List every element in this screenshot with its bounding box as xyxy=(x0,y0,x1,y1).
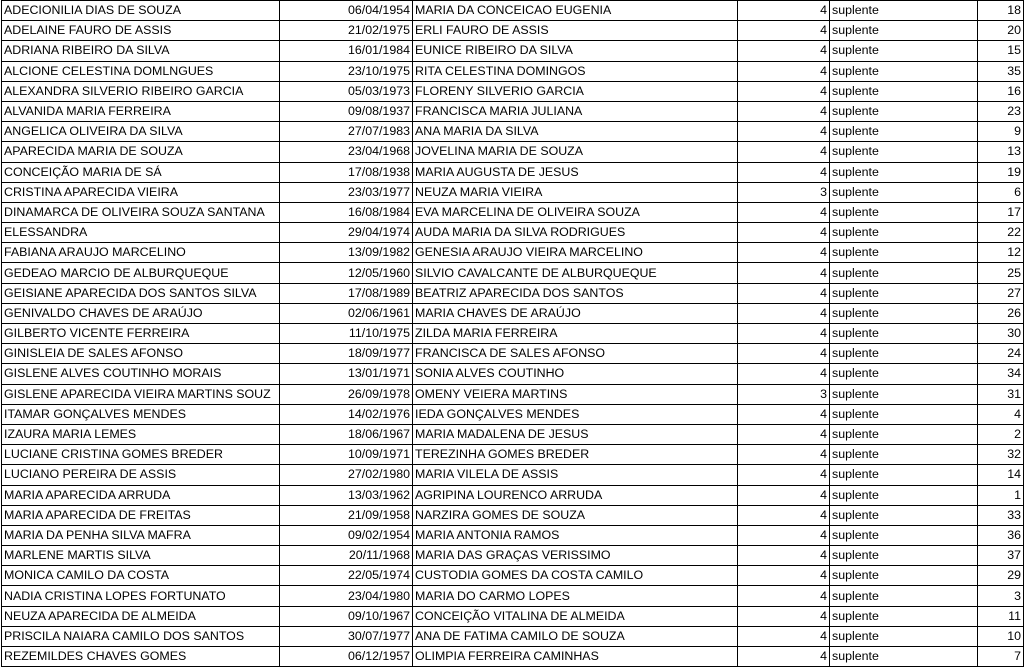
rank-cell: 27 xyxy=(978,283,1024,303)
table-row xyxy=(2,525,1024,545)
rank-cell: 25 xyxy=(978,263,1024,283)
status-cell: suplente xyxy=(830,384,978,404)
table-row xyxy=(2,202,1024,222)
count-cell: 4 xyxy=(738,586,830,606)
status-cell: suplente xyxy=(830,424,978,444)
name-cell: ADECIONILIA DIAS DE SOUZA xyxy=(2,1,280,21)
table-row xyxy=(2,505,1024,525)
status-cell: suplente xyxy=(830,61,978,81)
birth-date-cell: 09/08/1937 xyxy=(280,101,413,121)
mother-name-cell: MARIA DO CARMO LOPES xyxy=(413,586,738,606)
name-cell: ALVANIDA MARIA FERREIRA xyxy=(2,101,280,121)
mother-name-cell: ANA DE FATIMA CAMILO DE SOUZA xyxy=(413,626,738,646)
count-cell: 4 xyxy=(738,424,830,444)
birth-date-cell: 29/04/1974 xyxy=(280,223,413,243)
count-cell: 4 xyxy=(738,626,830,646)
count-cell: 4 xyxy=(738,324,830,344)
table-row xyxy=(2,283,1024,303)
count-cell: 4 xyxy=(738,485,830,505)
count-cell: 4 xyxy=(738,546,830,566)
name-cell: ALEXANDRA SILVERIO RIBEIRO GARCIA xyxy=(2,81,280,101)
name-cell: MARIA DA PENHA SILVA MAFRA xyxy=(2,525,280,545)
count-cell: 4 xyxy=(738,606,830,626)
rank-cell: 16 xyxy=(978,81,1024,101)
status-cell: suplente xyxy=(830,546,978,566)
count-cell: 4 xyxy=(738,142,830,162)
mother-name-cell: MARIA DA CONCEICAO EUGENIA xyxy=(413,1,738,21)
status-cell: suplente xyxy=(830,465,978,485)
rank-cell: 3 xyxy=(978,586,1024,606)
rank-cell: 2 xyxy=(978,424,1024,444)
name-cell: FABIANA ARAUJO MARCELINO xyxy=(2,243,280,263)
count-cell: 4 xyxy=(738,101,830,121)
count-cell: 3 xyxy=(738,384,830,404)
birth-date-cell: 20/11/1968 xyxy=(280,546,413,566)
mother-name-cell: SILVIO CAVALCANTE DE ALBURQUEQUE xyxy=(413,263,738,283)
table-row xyxy=(2,485,1024,505)
status-cell: suplente xyxy=(830,81,978,101)
count-cell: 4 xyxy=(738,202,830,222)
table-row xyxy=(2,606,1024,626)
name-cell: ALCIONE CELESTINA DOMLNGUES xyxy=(2,61,280,81)
name-cell: IZAURA MARIA LEMES xyxy=(2,424,280,444)
mother-name-cell: MARIA AUGUSTA DE JESUS xyxy=(413,162,738,182)
status-cell: suplente xyxy=(830,122,978,142)
table-row xyxy=(2,626,1024,646)
rank-cell: 20 xyxy=(978,21,1024,41)
mother-name-cell: EUNICE RIBEIRO DA SILVA xyxy=(413,41,738,61)
status-cell: suplente xyxy=(830,182,978,202)
table-row xyxy=(2,566,1024,586)
status-cell: suplente xyxy=(830,1,978,21)
name-cell: ADELAINE FAURO DE ASSIS xyxy=(2,21,280,41)
status-cell: suplente xyxy=(830,344,978,364)
rank-cell: 11 xyxy=(978,606,1024,626)
birth-date-cell: 10/09/1971 xyxy=(280,445,413,465)
name-cell: ITAMAR GONÇALVES MENDES xyxy=(2,404,280,424)
birth-date-cell: 13/09/1982 xyxy=(280,243,413,263)
birth-date-cell: 06/12/1957 xyxy=(280,647,413,667)
status-cell: suplente xyxy=(830,566,978,586)
name-cell: MARIA APARECIDA ARRUDA xyxy=(2,485,280,505)
mother-name-cell: FRANCISCA MARIA JULIANA xyxy=(413,101,738,121)
table-row xyxy=(2,324,1024,344)
mother-name-cell: FRANCISCA DE SALES AFONSO xyxy=(413,344,738,364)
table-row xyxy=(2,101,1024,121)
mother-name-cell: RITA CELESTINA DOMINGOS xyxy=(413,61,738,81)
table-row xyxy=(2,384,1024,404)
mother-name-cell: MARIA VILELA DE ASSIS xyxy=(413,465,738,485)
rank-cell: 22 xyxy=(978,223,1024,243)
count-cell: 4 xyxy=(738,41,830,61)
count-cell: 3 xyxy=(738,182,830,202)
table-row xyxy=(2,546,1024,566)
rank-cell: 30 xyxy=(978,324,1024,344)
birth-date-cell: 18/09/1977 xyxy=(280,344,413,364)
table-row xyxy=(2,465,1024,485)
status-cell: suplente xyxy=(830,525,978,545)
mother-name-cell: FLORENY SILVERIO GARCIA xyxy=(413,81,738,101)
rank-cell: 37 xyxy=(978,546,1024,566)
name-cell: MARIA APARECIDA DE FREITAS xyxy=(2,505,280,525)
name-cell: MARLENE MARTIS SILVA xyxy=(2,546,280,566)
rank-cell: 9 xyxy=(978,122,1024,142)
count-cell: 4 xyxy=(738,61,830,81)
candidate-table xyxy=(1,0,1024,667)
status-cell: suplente xyxy=(830,364,978,384)
count-cell: 4 xyxy=(738,21,830,41)
mother-name-cell: MARIA MADALENA DE JESUS xyxy=(413,424,738,444)
rank-cell: 10 xyxy=(978,626,1024,646)
name-cell: APARECIDA MARIA DE SOUZA xyxy=(2,142,280,162)
birth-date-cell: 23/04/1968 xyxy=(280,142,413,162)
name-cell: GEDEAO MARCIO DE ALBURQUEQUE xyxy=(2,263,280,283)
name-cell: GINISLEIA DE SALES AFONSO xyxy=(2,344,280,364)
table-row xyxy=(2,586,1024,606)
count-cell: 4 xyxy=(738,283,830,303)
rank-cell: 6 xyxy=(978,182,1024,202)
birth-date-cell: 05/03/1973 xyxy=(280,81,413,101)
count-cell: 4 xyxy=(738,566,830,586)
name-cell: DINAMARCA DE OLIVEIRA SOUZA SANTANA xyxy=(2,202,280,222)
count-cell: 4 xyxy=(738,1,830,21)
rank-cell: 35 xyxy=(978,61,1024,81)
table-row xyxy=(2,243,1024,263)
mother-name-cell: TEREZINHA GOMES BREDER xyxy=(413,445,738,465)
birth-date-cell: 17/08/1989 xyxy=(280,283,413,303)
status-cell: suplente xyxy=(830,626,978,646)
rank-cell: 23 xyxy=(978,101,1024,121)
name-cell: GILBERTO VICENTE FERREIRA xyxy=(2,324,280,344)
birth-date-cell: 22/05/1974 xyxy=(280,566,413,586)
status-cell: suplente xyxy=(830,41,978,61)
rank-cell: 36 xyxy=(978,525,1024,545)
count-cell: 4 xyxy=(738,81,830,101)
mother-name-cell: SONIA ALVES COUTINHO xyxy=(413,364,738,384)
mother-name-cell: MARIA CHAVES DE ARAÚJO xyxy=(413,303,738,323)
mother-name-cell: AGRIPINA LOURENCO ARRUDA xyxy=(413,485,738,505)
name-cell: MONICA CAMILO DA COSTA xyxy=(2,566,280,586)
birth-date-cell: 30/07/1977 xyxy=(280,626,413,646)
status-cell: suplente xyxy=(830,283,978,303)
name-cell: ELESSANDRA xyxy=(2,223,280,243)
table-row xyxy=(2,263,1024,283)
birth-date-cell: 26/09/1978 xyxy=(280,384,413,404)
name-cell: GISLENE APARECIDA VIEIRA MARTINS SOUZ xyxy=(2,384,280,404)
rank-cell: 4 xyxy=(978,404,1024,424)
status-cell: suplente xyxy=(830,586,978,606)
birth-date-cell: 02/06/1961 xyxy=(280,303,413,323)
name-cell: NADIA CRISTINA LOPES FORTUNATO xyxy=(2,586,280,606)
mother-name-cell: BEATRIZ APARECIDA DOS SANTOS xyxy=(413,283,738,303)
mother-name-cell: CUSTODIA GOMES DA COSTA CAMILO xyxy=(413,566,738,586)
table-row xyxy=(2,41,1024,61)
count-cell: 4 xyxy=(738,647,830,667)
name-cell: LUCIANO PEREIRA DE ASSIS xyxy=(2,465,280,485)
count-cell: 4 xyxy=(738,525,830,545)
birth-date-cell: 23/10/1975 xyxy=(280,61,413,81)
status-cell: suplente xyxy=(830,647,978,667)
table-row xyxy=(2,445,1024,465)
rank-cell: 15 xyxy=(978,41,1024,61)
rank-cell: 1 xyxy=(978,485,1024,505)
count-cell: 4 xyxy=(738,465,830,485)
rank-cell: 33 xyxy=(978,505,1024,525)
table-row xyxy=(2,364,1024,384)
rank-cell: 19 xyxy=(978,162,1024,182)
rank-cell: 34 xyxy=(978,364,1024,384)
table-row xyxy=(2,404,1024,424)
table-row xyxy=(2,424,1024,444)
table-row xyxy=(2,142,1024,162)
status-cell: suplente xyxy=(830,202,978,222)
name-cell: REZEMILDES CHAVES GOMES xyxy=(2,647,280,667)
count-cell: 4 xyxy=(738,404,830,424)
count-cell: 4 xyxy=(738,243,830,263)
name-cell: LUCIANE CRISTINA GOMES BREDER xyxy=(2,445,280,465)
table-row xyxy=(2,647,1024,667)
status-cell: suplente xyxy=(830,303,978,323)
mother-name-cell: CONCEIÇÃO VITALINA DE ALMEIDA xyxy=(413,606,738,626)
rank-cell: 14 xyxy=(978,465,1024,485)
mother-name-cell: MARIA DAS GRAÇAS VERISSIMO xyxy=(413,546,738,566)
status-cell: suplente xyxy=(830,162,978,182)
mother-name-cell: JOVELINA MARIA DE SOUZA xyxy=(413,142,738,162)
birth-date-cell: 11/10/1975 xyxy=(280,324,413,344)
birth-date-cell: 17/08/1938 xyxy=(280,162,413,182)
birth-date-cell: 16/08/1984 xyxy=(280,202,413,222)
rank-cell: 24 xyxy=(978,344,1024,364)
table-row xyxy=(2,81,1024,101)
status-cell: suplente xyxy=(830,485,978,505)
birth-date-cell: 16/01/1984 xyxy=(280,41,413,61)
status-cell: suplente xyxy=(830,324,978,344)
table-row xyxy=(2,1,1024,21)
status-cell: suplente xyxy=(830,505,978,525)
mother-name-cell: OMENY VEIERA MARTINS xyxy=(413,384,738,404)
birth-date-cell: 23/04/1980 xyxy=(280,586,413,606)
table-row xyxy=(2,122,1024,142)
table-row xyxy=(2,303,1024,323)
count-cell: 4 xyxy=(738,162,830,182)
count-cell: 4 xyxy=(738,263,830,283)
mother-name-cell: ZILDA MARIA FERREIRA xyxy=(413,324,738,344)
mother-name-cell: ANA MARIA DA SILVA xyxy=(413,122,738,142)
name-cell: PRISCILA NAIARA CAMILO DOS SANTOS xyxy=(2,626,280,646)
mother-name-cell: MARIA ANTONIA RAMOS xyxy=(413,525,738,545)
birth-date-cell: 27/02/1980 xyxy=(280,465,413,485)
status-cell: suplente xyxy=(830,263,978,283)
table-body xyxy=(2,1,1024,667)
birth-date-cell: 21/09/1958 xyxy=(280,505,413,525)
birth-date-cell: 23/03/1977 xyxy=(280,182,413,202)
name-cell: CONCEIÇÃO MARIA DE SÁ xyxy=(2,162,280,182)
birth-date-cell: 13/03/1962 xyxy=(280,485,413,505)
birth-date-cell: 09/02/1954 xyxy=(280,525,413,545)
table-row xyxy=(2,21,1024,41)
birth-date-cell: 12/05/1960 xyxy=(280,263,413,283)
rank-cell: 26 xyxy=(978,303,1024,323)
name-cell: CRISTINA APARECIDA VIEIRA xyxy=(2,182,280,202)
status-cell: suplente xyxy=(830,223,978,243)
table-row xyxy=(2,182,1024,202)
name-cell: GENIVALDO CHAVES DE ARAÚJO xyxy=(2,303,280,323)
birth-date-cell: 13/01/1971 xyxy=(280,364,413,384)
count-cell: 4 xyxy=(738,223,830,243)
table-row xyxy=(2,162,1024,182)
status-cell: suplente xyxy=(830,404,978,424)
birth-date-cell: 06/04/1954 xyxy=(280,1,413,21)
count-cell: 4 xyxy=(738,364,830,384)
table-row xyxy=(2,223,1024,243)
table-row xyxy=(2,344,1024,364)
birth-date-cell: 09/10/1967 xyxy=(280,606,413,626)
rank-cell: 13 xyxy=(978,142,1024,162)
rank-cell: 12 xyxy=(978,243,1024,263)
status-cell: suplente xyxy=(830,21,978,41)
count-cell: 4 xyxy=(738,505,830,525)
birth-date-cell: 27/07/1983 xyxy=(280,122,413,142)
birth-date-cell: 21/02/1975 xyxy=(280,21,413,41)
status-cell: suplente xyxy=(830,101,978,121)
mother-name-cell: OLIMPIA FERREIRA CAMINHAS xyxy=(413,647,738,667)
name-cell: NEUZA APARECIDA DE ALMEIDA xyxy=(2,606,280,626)
name-cell: GEISIANE APARECIDA DOS SANTOS SILVA xyxy=(2,283,280,303)
status-cell: suplente xyxy=(830,243,978,263)
mother-name-cell: EVA MARCELINA DE OLIVEIRA SOUZA xyxy=(413,202,738,222)
name-cell: ANGELICA OLIVEIRA DA SILVA xyxy=(2,122,280,142)
rank-cell: 7 xyxy=(978,647,1024,667)
birth-date-cell: 14/02/1976 xyxy=(280,404,413,424)
rank-cell: 31 xyxy=(978,384,1024,404)
table-row xyxy=(2,61,1024,81)
mother-name-cell: ERLI FAURO DE ASSIS xyxy=(413,21,738,41)
status-cell: suplente xyxy=(830,606,978,626)
count-cell: 4 xyxy=(738,344,830,364)
count-cell: 4 xyxy=(738,122,830,142)
birth-date-cell: 18/06/1967 xyxy=(280,424,413,444)
mother-name-cell: IEDA GONÇALVES MENDES xyxy=(413,404,738,424)
count-cell: 4 xyxy=(738,303,830,323)
mother-name-cell: GENESIA ARAUJO VIEIRA MARCELINO xyxy=(413,243,738,263)
rank-cell: 18 xyxy=(978,1,1024,21)
mother-name-cell: NARZIRA GOMES DE SOUZA xyxy=(413,505,738,525)
name-cell: GISLENE ALVES COUTINHO MORAIS xyxy=(2,364,280,384)
count-cell: 4 xyxy=(738,445,830,465)
status-cell: suplente xyxy=(830,445,978,465)
mother-name-cell: NEUZA MARIA VIEIRA xyxy=(413,182,738,202)
name-cell: ADRIANA RIBEIRO DA SILVA xyxy=(2,41,280,61)
rank-cell: 32 xyxy=(978,445,1024,465)
mother-name-cell: AUDA MARIA DA SILVA RODRIGUES xyxy=(413,223,738,243)
rank-cell: 17 xyxy=(978,202,1024,222)
status-cell: suplente xyxy=(830,142,978,162)
rank-cell: 29 xyxy=(978,566,1024,586)
